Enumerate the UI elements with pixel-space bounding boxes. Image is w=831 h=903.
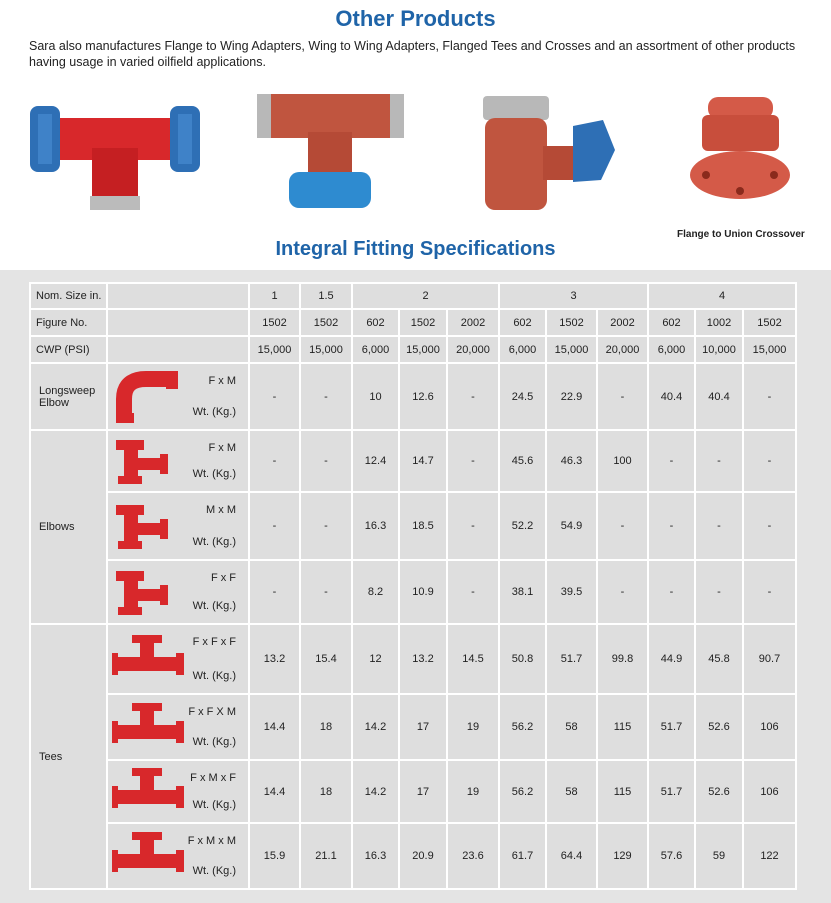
weight-cell: - xyxy=(447,363,499,430)
connection-label: F x M xyxy=(208,375,236,387)
connection-label: M x M xyxy=(206,504,236,516)
fitting-cell xyxy=(107,624,249,694)
weight-cell: 16.3 xyxy=(352,823,399,889)
size-row xyxy=(30,283,796,309)
cwp-cell: 15,000 xyxy=(743,336,796,363)
connection-label: F x M x M xyxy=(187,835,236,847)
weight-cell: 18 xyxy=(300,760,352,823)
weight-cell: 50.8 xyxy=(499,624,546,694)
fitting-cell xyxy=(107,760,249,823)
connection-label: F x F X M xyxy=(188,706,236,718)
weight-cell: - xyxy=(300,363,352,430)
figure-cell: 2002 xyxy=(597,309,648,336)
product-tee-adapter-image xyxy=(253,88,408,218)
table-row xyxy=(30,624,796,694)
weight-cell: 58 xyxy=(546,760,597,823)
product-elbow-union-image xyxy=(473,90,618,218)
cwp-cell: 15,000 xyxy=(399,336,447,363)
product-crossover-image xyxy=(688,95,793,205)
weight-cell: 14.4 xyxy=(249,694,300,760)
connection-label: F x F xyxy=(210,572,236,584)
weight-cell: 106 xyxy=(743,694,796,760)
weight-label: Wt. (Kg.) xyxy=(192,865,236,877)
cwp-cell: 6,000 xyxy=(352,336,399,363)
figure-cell: 602 xyxy=(499,309,546,336)
weight-cell: 56.2 xyxy=(499,760,546,823)
fitting-cell xyxy=(107,363,249,430)
weight-cell: 58 xyxy=(546,694,597,760)
figure-row xyxy=(30,309,796,336)
weight-cell: - xyxy=(447,430,499,492)
weight-cell: 19 xyxy=(447,694,499,760)
size-header: Nom. Size in. xyxy=(30,283,107,309)
weight-cell: - xyxy=(648,492,695,560)
weight-cell: 10.9 xyxy=(399,560,447,624)
figure-header: Figure No. xyxy=(30,309,107,336)
cwp-cell: 6,000 xyxy=(648,336,695,363)
weight-cell: 54.9 xyxy=(546,492,597,560)
weight-label: Wt. (Kg.) xyxy=(192,600,236,612)
weight-cell: - xyxy=(743,430,796,492)
weight-label: Wt. (Kg.) xyxy=(192,468,236,480)
table-row xyxy=(30,694,796,760)
weight-cell: 14.2 xyxy=(352,760,399,823)
weight-cell: - xyxy=(300,560,352,624)
weight-cell: 17 xyxy=(399,694,447,760)
weight-cell: 44.9 xyxy=(648,624,695,694)
fitting-cell xyxy=(107,823,249,889)
table-row xyxy=(30,760,796,823)
weight-cell: 115 xyxy=(597,694,648,760)
weight-cell: - xyxy=(249,430,300,492)
weight-cell: 46.3 xyxy=(546,430,597,492)
weight-cell: 57.6 xyxy=(648,823,695,889)
weight-label: Wt. (Kg.) xyxy=(192,536,236,548)
cwp-cell: 6,000 xyxy=(499,336,546,363)
weight-cell: - xyxy=(648,560,695,624)
weight-cell: 59 xyxy=(695,823,743,889)
weight-cell: - xyxy=(249,363,300,430)
weight-cell: - xyxy=(447,560,499,624)
weight-cell: 52.2 xyxy=(499,492,546,560)
weight-cell: 13.2 xyxy=(399,624,447,694)
weight-cell: 21.1 xyxy=(300,823,352,889)
table-row xyxy=(30,560,796,624)
table-row xyxy=(30,363,796,430)
table-row xyxy=(30,430,796,492)
weight-label: Wt. (Kg.) xyxy=(192,736,236,748)
weight-cell: - xyxy=(300,430,352,492)
connection-label: F x M xyxy=(208,442,236,454)
weight-label: Wt. (Kg.) xyxy=(192,799,236,811)
weight-cell: - xyxy=(743,492,796,560)
size-cell: 4 xyxy=(648,283,796,309)
group-label-longsweep: Longsweep Elbow xyxy=(30,363,107,430)
figure-cell: 1502 xyxy=(399,309,447,336)
figure-cell: 602 xyxy=(648,309,695,336)
cwp-cell: 15,000 xyxy=(546,336,597,363)
weight-cell: - xyxy=(743,363,796,430)
product-tee-image xyxy=(30,88,200,218)
weight-cell: 40.4 xyxy=(648,363,695,430)
weight-cell: 16.3 xyxy=(352,492,399,560)
fitting-cell xyxy=(107,430,249,492)
weight-cell: - xyxy=(695,430,743,492)
connection-label: F x F x F xyxy=(192,636,236,648)
weight-cell: 90.7 xyxy=(743,624,796,694)
weight-cell: 51.7 xyxy=(648,760,695,823)
fitting-cell xyxy=(107,560,249,624)
weight-cell: 10 xyxy=(352,363,399,430)
figure-cell: 1502 xyxy=(546,309,597,336)
weight-cell: 8.2 xyxy=(352,560,399,624)
weight-cell: 20.9 xyxy=(399,823,447,889)
group-label-elbows: Elbows xyxy=(30,430,107,624)
weight-cell: 52.6 xyxy=(695,694,743,760)
group-label-tees: Tees xyxy=(30,624,107,889)
size-cell: 1 xyxy=(249,283,300,309)
weight-cell: 22.9 xyxy=(546,363,597,430)
weight-cell: - xyxy=(695,492,743,560)
cwp-row xyxy=(30,336,796,363)
weight-cell: 100 xyxy=(597,430,648,492)
weight-cell: - xyxy=(597,492,648,560)
spec-table-area xyxy=(0,270,831,903)
table-row xyxy=(30,492,796,560)
table-row xyxy=(30,823,796,889)
weight-cell: 12.4 xyxy=(352,430,399,492)
weight-cell: - xyxy=(249,560,300,624)
spec-table xyxy=(29,282,797,890)
weight-cell: 64.4 xyxy=(546,823,597,889)
weight-cell: 129 xyxy=(597,823,648,889)
cwp-cell: 20,000 xyxy=(597,336,648,363)
figure-cell: 1002 xyxy=(695,309,743,336)
weight-cell: - xyxy=(648,430,695,492)
figure-cell: 1502 xyxy=(300,309,352,336)
weight-cell: 15.4 xyxy=(300,624,352,694)
figure-cell: 2002 xyxy=(447,309,499,336)
fitting-cell xyxy=(107,492,249,560)
weight-label: Wt. (Kg.) xyxy=(192,670,236,682)
weight-cell: 61.7 xyxy=(499,823,546,889)
weight-label: Wt. (Kg.) xyxy=(192,406,236,418)
weight-cell: - xyxy=(447,492,499,560)
weight-cell: 19 xyxy=(447,760,499,823)
weight-cell: - xyxy=(300,492,352,560)
weight-cell: 45.8 xyxy=(695,624,743,694)
weight-cell: 115 xyxy=(597,760,648,823)
weight-cell: 51.7 xyxy=(546,624,597,694)
product-caption: Flange to Union Crossover xyxy=(677,229,805,240)
figure-cell: 602 xyxy=(352,309,399,336)
weight-cell: 39.5 xyxy=(546,560,597,624)
cwp-cell: 20,000 xyxy=(447,336,499,363)
cwp-cell: 15,000 xyxy=(300,336,352,363)
weight-cell: 18.5 xyxy=(399,492,447,560)
weight-cell: 14.4 xyxy=(249,760,300,823)
spec-title: Integral Fitting Specifications xyxy=(275,238,556,260)
weight-cell: 38.1 xyxy=(499,560,546,624)
weight-cell: 24.5 xyxy=(499,363,546,430)
weight-cell: 14.5 xyxy=(447,624,499,694)
weight-cell: 13.2 xyxy=(249,624,300,694)
weight-cell: 23.6 xyxy=(447,823,499,889)
weight-cell: 14.7 xyxy=(399,430,447,492)
weight-cell: - xyxy=(597,560,648,624)
cwp-cell: 10,000 xyxy=(695,336,743,363)
weight-cell: 122 xyxy=(743,823,796,889)
size-cell: 2 xyxy=(352,283,499,309)
weight-cell: 51.7 xyxy=(648,694,695,760)
cwp-cell: 15,000 xyxy=(249,336,300,363)
connection-label: F x M x F xyxy=(190,772,236,784)
page-title: Other Products xyxy=(335,6,496,31)
weight-cell: 12.6 xyxy=(399,363,447,430)
weight-cell: 99.8 xyxy=(597,624,648,694)
intro-paragraph: Sara also manufactures Flange to Wing Adapters, Wing to Wing Adapters, Flanged Tees and Crosses and an assortment of other products having usage in varied oilfield applications. xyxy=(29,39,796,69)
weight-cell: - xyxy=(597,363,648,430)
weight-cell: 14.2 xyxy=(352,694,399,760)
weight-cell: 52.6 xyxy=(695,760,743,823)
figure-cell: 1502 xyxy=(249,309,300,336)
weight-cell: 106 xyxy=(743,760,796,823)
weight-cell: 56.2 xyxy=(499,694,546,760)
weight-cell: 45.6 xyxy=(499,430,546,492)
size-cell: 1.5 xyxy=(300,283,352,309)
weight-cell: 12 xyxy=(352,624,399,694)
weight-cell: 17 xyxy=(399,760,447,823)
weight-cell: 40.4 xyxy=(695,363,743,430)
size-cell: 3 xyxy=(499,283,648,309)
weight-cell: - xyxy=(249,492,300,560)
fitting-cell xyxy=(107,694,249,760)
weight-cell: 15.9 xyxy=(249,823,300,889)
weight-cell: - xyxy=(695,560,743,624)
weight-cell: 18 xyxy=(300,694,352,760)
cwp-header: CWP (PSI) xyxy=(30,336,107,363)
weight-cell: - xyxy=(743,560,796,624)
figure-cell: 1502 xyxy=(743,309,796,336)
